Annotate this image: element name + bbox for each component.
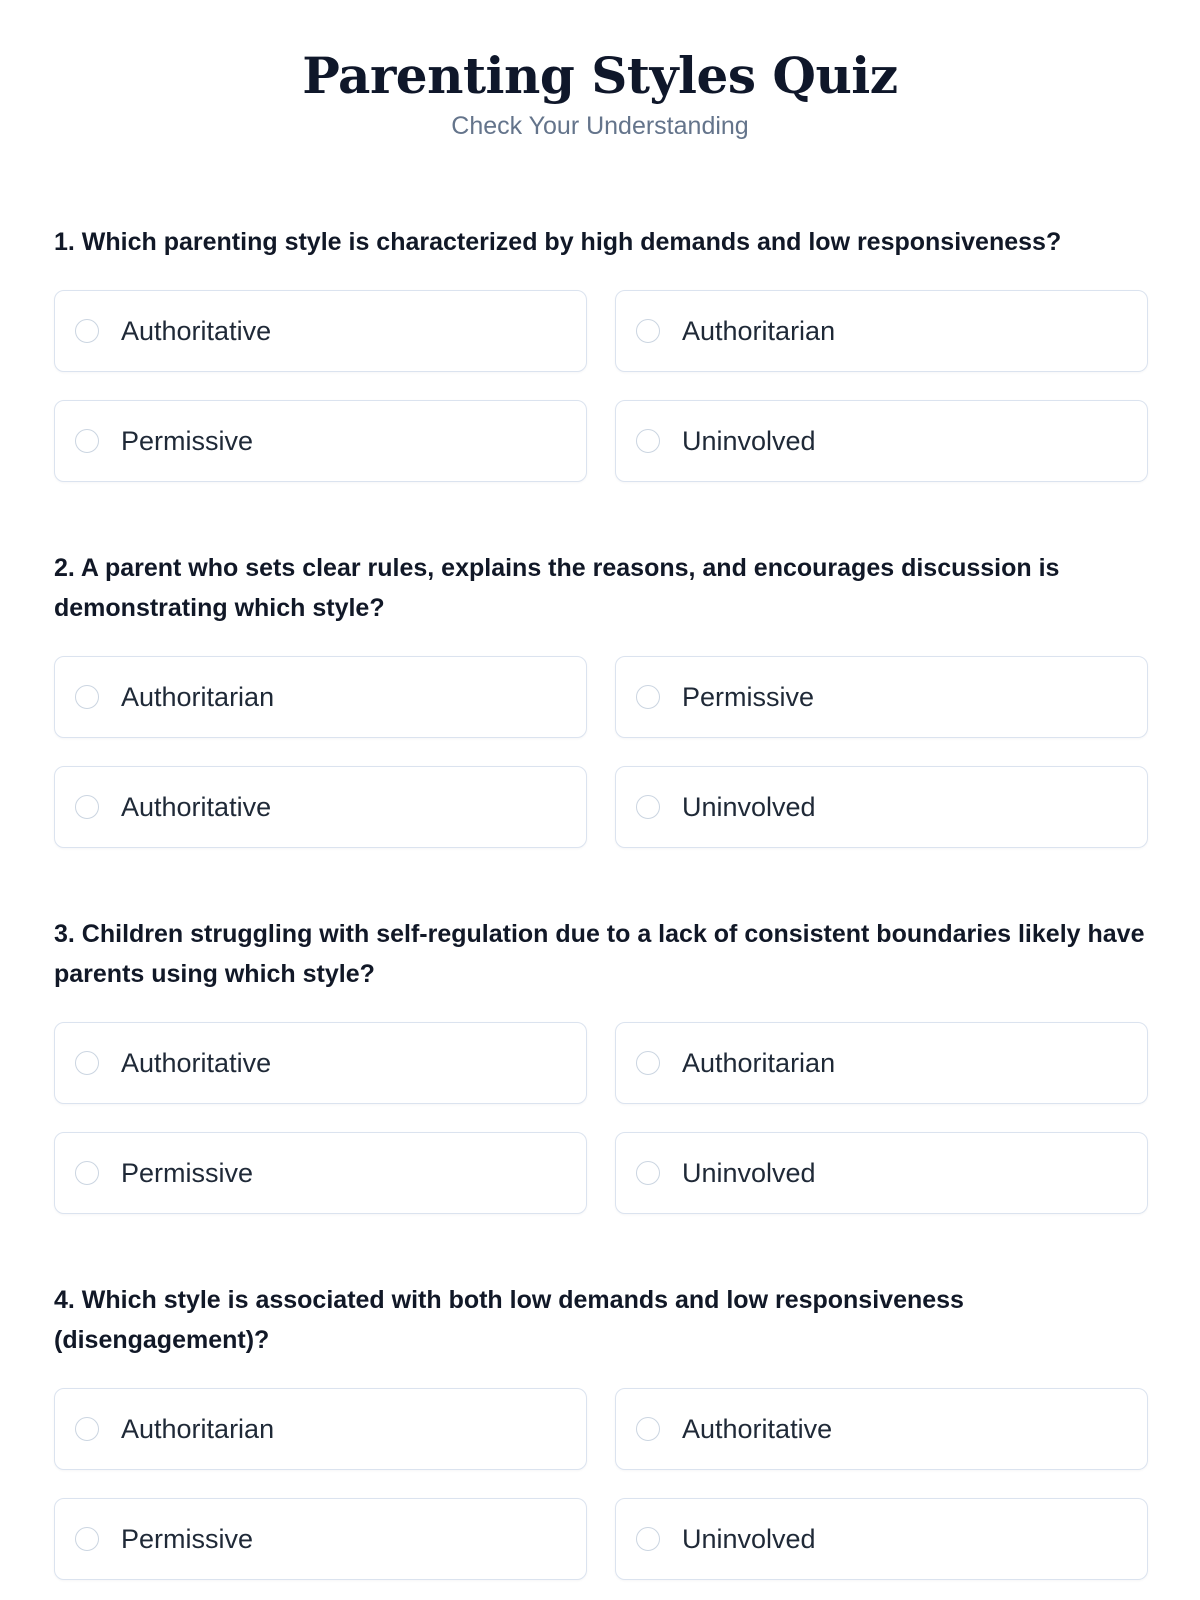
option-label: Permissive: [121, 425, 254, 456]
option-label: Authoritarian: [121, 1413, 275, 1444]
option-label: Permissive: [121, 1157, 254, 1188]
option-label: Permissive: [121, 1523, 254, 1554]
question-3-option-1[interactable]: [54, 1022, 587, 1104]
option-label: Authoritarian: [121, 681, 275, 712]
question-1-option-1[interactable]: [54, 290, 587, 372]
question-4-text: 4. Which style is associated with both low demands and low responsiveness (disengagement)?: [54, 1286, 964, 1354]
option-label: Uninvolved: [682, 1157, 816, 1188]
radio-icon[interactable]: [636, 1051, 660, 1075]
question-1-option-2[interactable]: [615, 290, 1148, 372]
question-3-option-4[interactable]: [615, 1132, 1148, 1214]
question-1-option-3[interactable]: [54, 400, 587, 482]
question-1-text: 1. Which parenting style is characterized by high demands and low responsiveness?: [54, 228, 1062, 256]
question-4-option-3[interactable]: [54, 1498, 587, 1580]
question-1-option-4[interactable]: [615, 400, 1148, 482]
radio-icon[interactable]: [75, 429, 99, 453]
question-2-options: [54, 656, 1150, 848]
question-3: [54, 914, 1150, 1214]
question-3-option-2[interactable]: [615, 1022, 1148, 1104]
radio-icon[interactable]: [636, 685, 660, 709]
option-label: Uninvolved: [682, 425, 816, 456]
radio-icon[interactable]: [636, 1161, 660, 1185]
radio-icon[interactable]: [75, 1527, 99, 1551]
question-4-options: [54, 1388, 1150, 1580]
question-4-option-2[interactable]: [615, 1388, 1148, 1470]
option-label: Uninvolved: [682, 1523, 816, 1554]
question-2-option-1[interactable]: [54, 656, 587, 738]
question-3-option-3[interactable]: [54, 1132, 587, 1214]
radio-icon[interactable]: [75, 1051, 99, 1075]
radio-icon[interactable]: [636, 429, 660, 453]
question-2-option-4[interactable]: [615, 766, 1148, 848]
question-1: [54, 222, 1150, 482]
option-label: Authoritarian: [682, 315, 836, 346]
option-label: Authoritative: [682, 1413, 833, 1444]
option-label: Authoritative: [121, 791, 272, 822]
question-2-option-2[interactable]: [615, 656, 1148, 738]
radio-icon[interactable]: [636, 1417, 660, 1441]
question-3-text: 3. Children struggling with self-regulation due to a lack of consistent boundaries likely have parents using which style?: [54, 920, 1145, 988]
option-label: Uninvolved: [682, 791, 816, 822]
quiz-header: [0, 48, 1200, 141]
radio-icon[interactable]: [636, 1527, 660, 1551]
option-label: Authoritative: [121, 315, 272, 346]
question-2-text: 2. A parent who sets clear rules, explains the reasons, and encourages discussion is demonstrating which style?: [54, 554, 1060, 622]
question-3-options: [54, 1022, 1150, 1214]
question-4-option-1[interactable]: [54, 1388, 587, 1470]
question-4-option-4[interactable]: [615, 1498, 1148, 1580]
radio-icon[interactable]: [75, 795, 99, 819]
radio-icon[interactable]: [636, 795, 660, 819]
radio-icon[interactable]: [636, 319, 660, 343]
radio-icon[interactable]: [75, 685, 99, 709]
page-title: Parenting Styles Quiz: [302, 46, 898, 105]
question-2: [54, 548, 1150, 848]
radio-icon[interactable]: [75, 1417, 99, 1441]
page-subtitle: Check Your Understanding: [451, 112, 749, 140]
question-1-options: [54, 290, 1150, 482]
option-label: Permissive: [682, 681, 815, 712]
question-4: [54, 1280, 1150, 1580]
option-label: Authoritarian: [682, 1047, 836, 1078]
radio-icon[interactable]: [75, 319, 99, 343]
option-label: Authoritative: [121, 1047, 272, 1078]
question-2-option-3[interactable]: [54, 766, 587, 848]
radio-icon[interactable]: [75, 1161, 99, 1185]
